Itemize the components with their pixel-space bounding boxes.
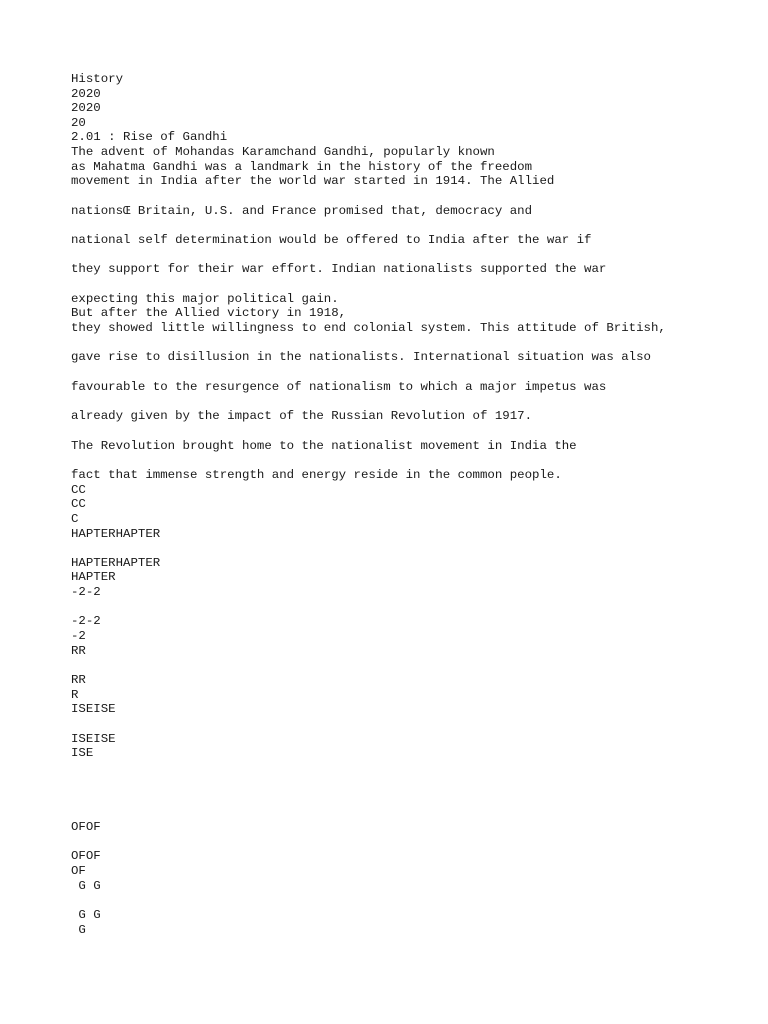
chapter-label-fragment: C bbox=[71, 512, 79, 526]
chapter-label-fragment: HAPTER bbox=[71, 570, 116, 584]
paragraph-line: gave rise to disillusion in the nationalists. International situation was also bbox=[71, 350, 651, 364]
chapter-title-fragment: R bbox=[71, 688, 79, 702]
chapter-title-fragment: ISEISE bbox=[71, 732, 116, 746]
paragraph-line: fact that immense strength and energy reside in the common people. bbox=[71, 468, 562, 482]
chapter-number-fragment: -2 bbox=[71, 629, 86, 643]
paragraph-line: The advent of Mohandas Karamchand Gandhi, popularly known bbox=[71, 145, 495, 159]
paragraph-line: as Mahatma Gandhi was a landmark in the history of the freedom bbox=[71, 160, 533, 174]
chapter-title-fragment: ISEISE bbox=[71, 702, 116, 716]
paragraph-line: national self determination would be offered to India after the war if bbox=[71, 233, 592, 247]
chapter-title-fragment: ISE bbox=[71, 746, 94, 760]
header-year-2: 2020 bbox=[71, 101, 101, 115]
chapter-label-fragment: CC bbox=[71, 483, 86, 497]
chapter-number-fragment: -2-2 bbox=[71, 614, 101, 628]
chapter-number-fragment: -2-2 bbox=[71, 585, 101, 599]
chapter-title-fragment: RR bbox=[71, 644, 86, 658]
chapter-title-fragment: G G bbox=[71, 879, 101, 893]
chapter-title-fragment: OF bbox=[71, 864, 86, 878]
paragraph-line: already given by the impact of the Russian Revolution of 1917. bbox=[71, 409, 533, 423]
paragraph-line: they support for their war effort. Indian nationalists supported the war bbox=[71, 262, 607, 276]
chapter-title-fragment: G bbox=[71, 923, 86, 937]
chapter-title-fragment: OFOF bbox=[71, 820, 101, 834]
chapter-title-fragment: RR bbox=[71, 673, 86, 687]
chapter-title-fragment: G G bbox=[71, 908, 101, 922]
paragraph-line: The Revolution brought home to the nationalist movement in India the bbox=[71, 439, 577, 453]
chapter-label-fragment: CC bbox=[71, 497, 86, 511]
paragraph-line: nationsŒ Britain, U.S. and France promised that, democracy and bbox=[71, 204, 533, 218]
header-year-3: 20 bbox=[71, 116, 86, 130]
chapter-label-fragment: HAPTERHAPTER bbox=[71, 556, 161, 570]
section-heading: 2.01 : Rise of Gandhi bbox=[71, 130, 228, 144]
paragraph-line: But after the Allied victory in 1918, bbox=[71, 306, 347, 320]
paragraph-line: favourable to the resurgence of nationalism to which a major impetus was bbox=[71, 380, 607, 394]
paragraph-line: they showed little willingness to end colonial system. This attitude of British, bbox=[71, 321, 666, 335]
paragraph-line: expecting this major political gain. bbox=[71, 292, 339, 306]
chapter-label-fragment: HAPTERHAPTER bbox=[71, 527, 161, 541]
paragraph-line: movement in India after the world war started in 1914. The Allied bbox=[71, 174, 555, 188]
chapter-title-fragment: OFOF bbox=[71, 849, 101, 863]
header-year-1: 2020 bbox=[71, 87, 101, 101]
running-header-history: History bbox=[71, 72, 124, 86]
